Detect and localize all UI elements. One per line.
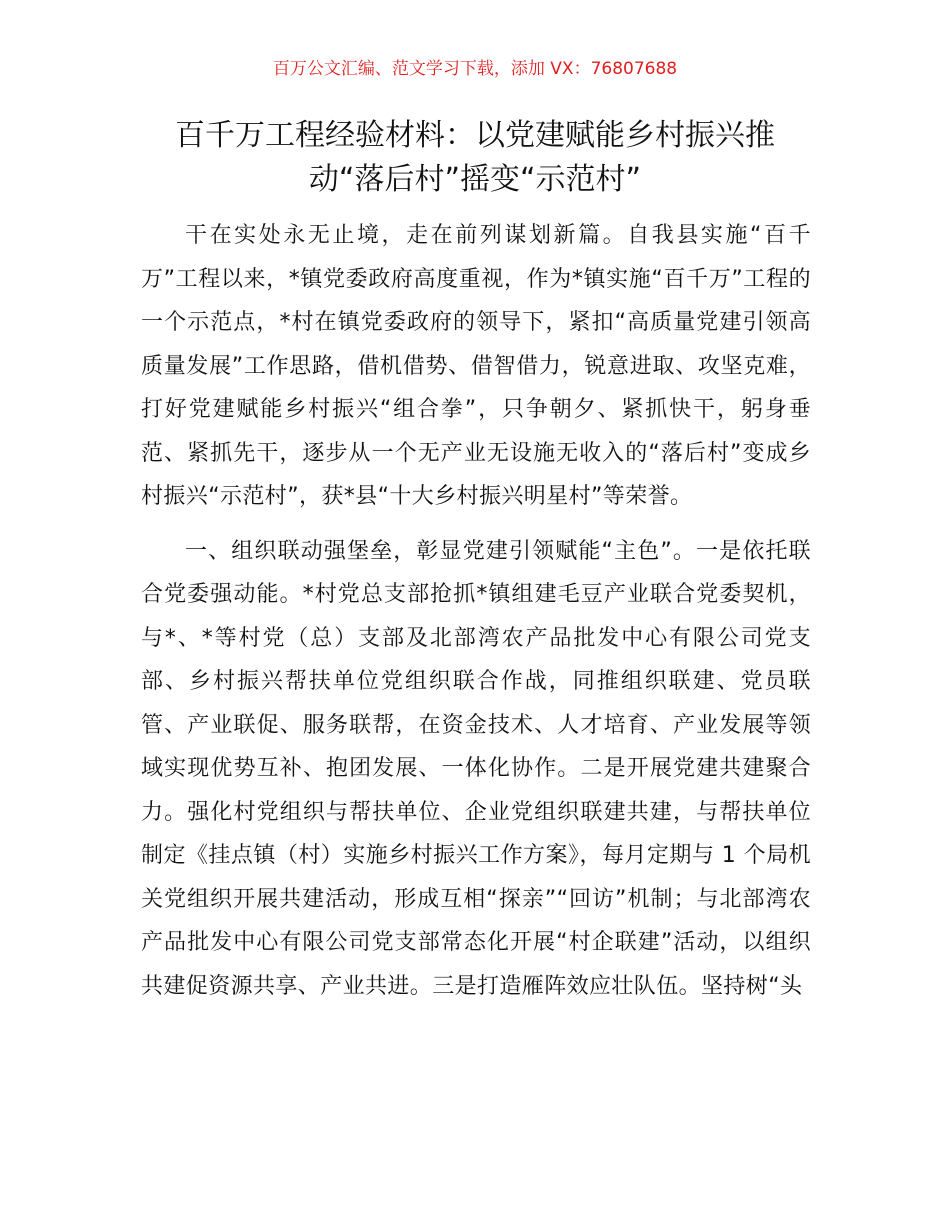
paragraph: 一、组织联动强堡垒，彰显党建引领赋能“主色”。一是依托联合党委强动能。*村党总支部抢抓*镇组建毛豆产业联合党委契机，与*、*等村党（总）支部及北部湾农产品批发中心有限公司党支部、乡村振兴帮扶单位党组织联合作战，同推组织联建、党员联管、产业联促、服务联帮，在资金技术、人才培育、产业发展等领域实现优势互补、抱团发展、一体化协作。二是开展党建共建聚合力。强化村党组织与帮扶单位、企业党组织联建共建，与帮扶单位制定《挂点镇（村）实施乡村振兴工作方案》，每月定期与 1 个局机关党组织开展共建活动，形成互相“探亲”“回访”机制；与北部湾农产品批发中心有限公司党支部常态化开展“村企联建”活动，以组织共建促资源共享、产业共进。三是打造雁阵效应壮队伍。坚持树“头	[141, 538, 811, 999]
header-contact-note: 百万公文汇编、范文学习下载，添加 VX：76807688	[272, 59, 678, 79]
document-body	[141, 214, 811, 1019]
document-title: 百千万工程经验材料：以党建赋能乡村振兴推动“落后村”摇变“示范村”	[175, 118, 775, 197]
paragraph: 干在实处永无止境，走在前列谋划新篇。自我县实施“百千万”工程以来，*镇党委政府高度重视，作为*镇实施“百千万”工程的一个示范点，*村在镇党委政府的领导下，紧扣“高质量党建引领高质量发展”工作思路，借机借势、借智借力，锐意进取、攻坚克难，打好党建赋能乡村振兴“组合拳”，只争朝夕、紧抓快干，躬身垂范、紧抓先干，逐步从一个无产业无设施无收入的“落后村”变成乡村振兴“示范村”，获*县“十大乡村振兴明星村”等荣誉。	[141, 223, 811, 509]
